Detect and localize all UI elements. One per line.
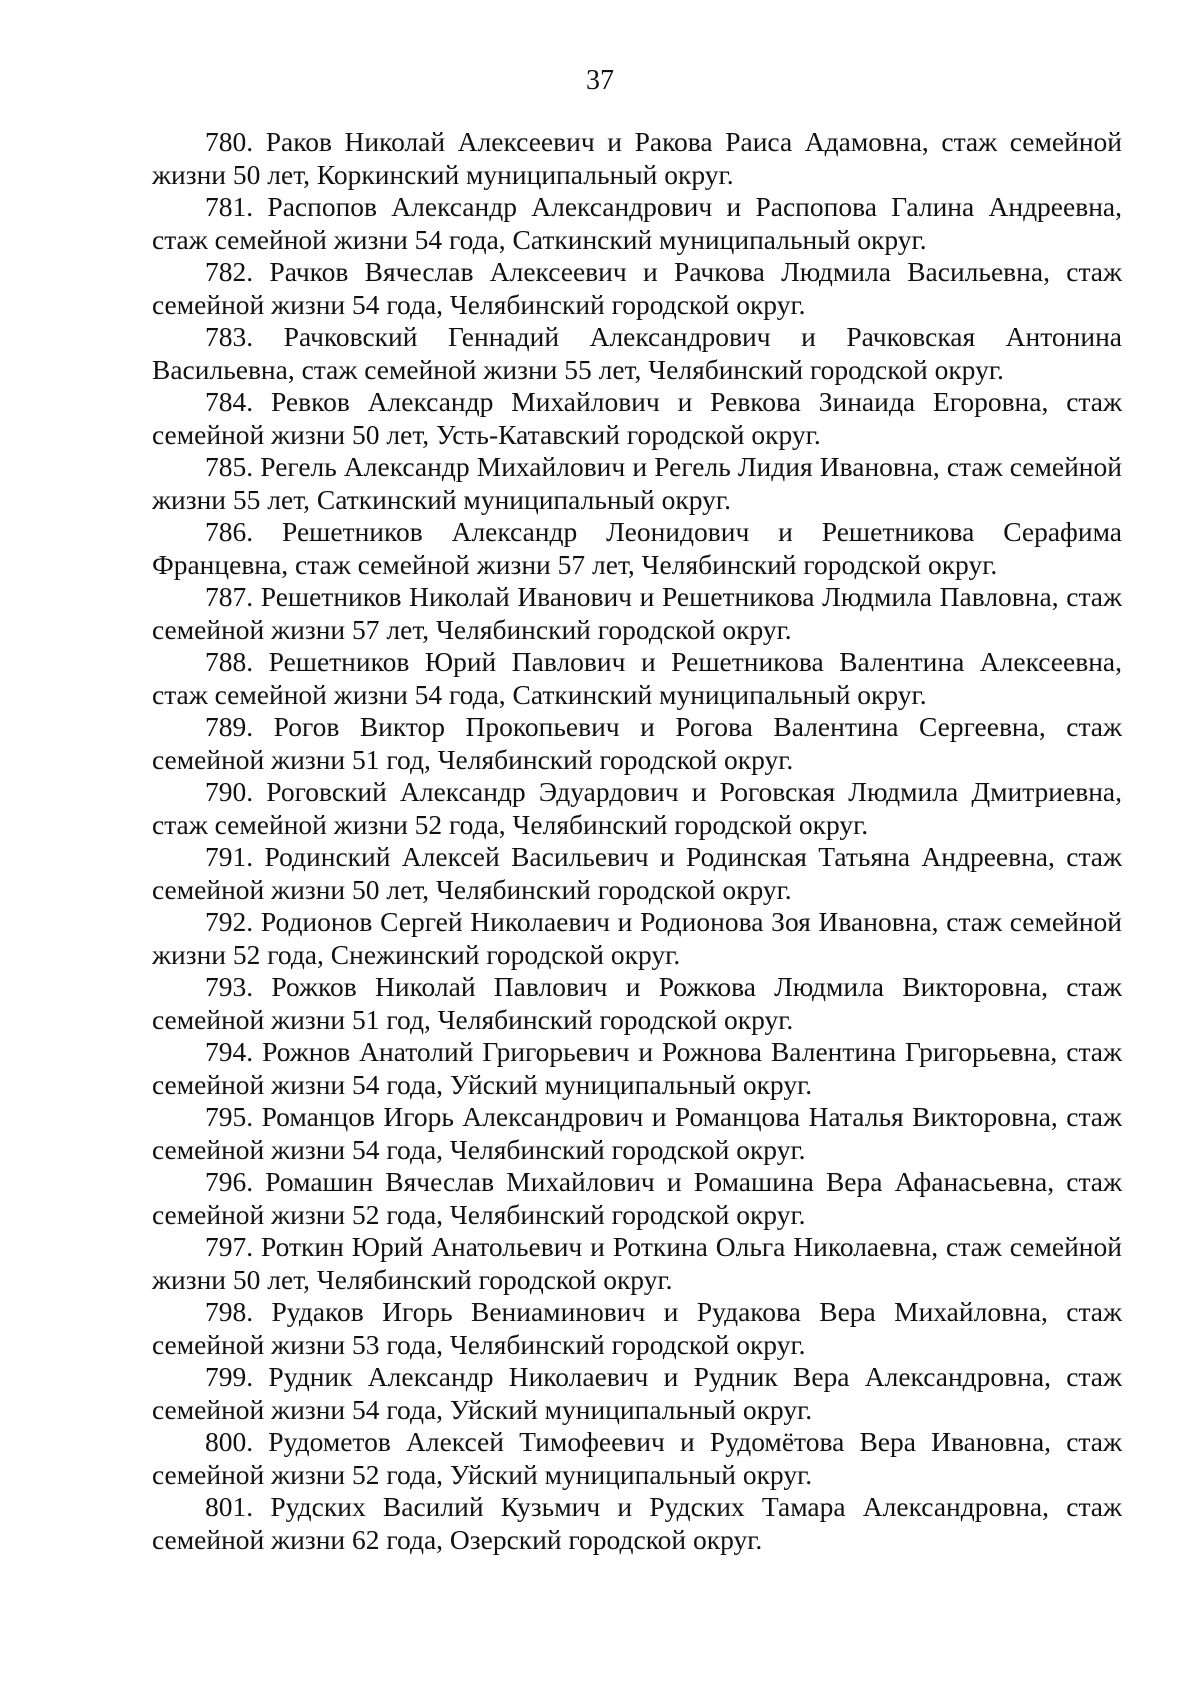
entry-number: 801.: [205, 1491, 254, 1522]
list-item: [152, 386, 1122, 451]
entry-number: 791.: [205, 841, 254, 872]
list-item: [152, 321, 1122, 386]
entry-text: Роткин Юрий Анатольевич и Роткина Ольга Николаевна, стаж семейной жизни 50 лет, Челябинский городской округ.: [152, 1231, 1122, 1295]
entry-number: 782.: [205, 256, 254, 287]
entry-number: 796.: [205, 1166, 254, 1197]
entry-text: Ромашин Вячеслав Михайлович и Ромашина Вера Афанасьевна, стаж семейной жизни 52 года, Челябинский городской округ.: [152, 1166, 1123, 1230]
entry-text: Регель Александр Михайлович и Регель Лидия Ивановна, стаж семейной жизни 55 лет, Саткинский муниципальный округ.: [152, 451, 1122, 515]
entry-text: Рачков Вячеслав Алексеевич и Рачкова Людмила Васильевна, стаж семейной жизни 54 года, Челябинский городской округ.: [152, 256, 1122, 320]
entry-text: Рудских Василий Кузьмич и Рудских Тамара Александровна, стаж семейной жизни 62 года, Озерский городской округ.: [152, 1491, 1123, 1555]
list-item: [152, 256, 1122, 321]
entry-text: Романцов Игорь Александрович и Романцова Наталья Викторовна, стаж семейной жизни 54 года, Челябинский городской округ.: [152, 1101, 1123, 1165]
entry-number: 788.: [205, 646, 254, 677]
entry-number: 789.: [205, 711, 254, 742]
list-item: [152, 906, 1122, 971]
entry-text: Родинский Алексей Васильевич и Родинская Татьяна Андреевна, стаж семейной жизни 50 лет, Челябинский городской округ.: [152, 841, 1122, 905]
list-item: [152, 581, 1122, 646]
entry-number: 792.: [205, 906, 254, 937]
entry-text: Ревков Александр Михайлович и Ревкова Зинаида Егоровна, стаж семейной жизни 50 лет, Усть-Катавский городской округ.: [152, 386, 1122, 450]
entry-number: 797.: [205, 1231, 254, 1262]
list-item: [152, 1426, 1122, 1491]
entry-number: 784.: [205, 386, 254, 417]
entry-text: Рожков Николай Павлович и Рожкова Людмила Викторовна, стаж семейной жизни 51 год, Челябинский городской округ.: [152, 971, 1122, 1035]
entry-text: Роговский Александр Эдуардович и Роговская Людмила Дмитриевна, стаж семейной жизни 52 года, Челябинский городской округ.: [152, 776, 1123, 840]
list-item: [152, 191, 1122, 256]
entry-text: Рогов Виктор Прокопьевич и Рогова Валентина Сергеевна, стаж семейной жизни 51 год, Челябинский городской округ.: [152, 711, 1123, 775]
entry-number: 786.: [205, 516, 254, 547]
entry-number: 799.: [205, 1361, 254, 1392]
entry-list: [152, 126, 1122, 1556]
list-item: [152, 1166, 1122, 1231]
list-item: [152, 971, 1122, 1036]
list-item: [152, 1101, 1122, 1166]
entry-number: 783.: [205, 321, 254, 352]
entry-number: 790.: [205, 776, 254, 807]
list-item: [152, 1491, 1122, 1556]
entry-text: Рудаков Игорь Вениаминович и Рудакова Вера Михайловна, стаж семейной жизни 53 года, Челябинский городской округ.: [152, 1296, 1123, 1360]
entry-number: 785.: [205, 451, 254, 482]
list-item: [152, 126, 1122, 191]
entry-text: Рудометов Алексей Тимофеевич и Рудомётова Вера Ивановна, стаж семейной жизни 52 года, Уйский муниципальный округ.: [152, 1426, 1122, 1490]
list-item: [152, 841, 1122, 906]
entry-number: 795.: [205, 1101, 254, 1132]
entry-number: 781.: [205, 191, 254, 222]
list-item: [152, 1231, 1122, 1296]
list-item: [152, 711, 1122, 776]
entry-text: Распопов Александр Александрович и Распопова Галина Андреевна, стаж семейной жизни 54 года, Саткинский муниципальный округ.: [152, 191, 1123, 255]
list-item: [152, 1036, 1122, 1101]
entry-text: Решетников Юрий Павлович и Решетникова Валентина Алексеевна, стаж семейной жизни 54 года, Саткинский муниципальный округ.: [152, 646, 1122, 710]
entry-number: 780.: [205, 126, 254, 157]
entry-text: Решетников Николай Иванович и Решетникова Людмила Павловна, стаж семейной жизни 57 лет, Челябинский городской округ.: [152, 581, 1122, 645]
entry-number: 798.: [205, 1296, 254, 1327]
entry-number: 787.: [205, 581, 254, 612]
entry-text: Решетников Александр Леонидович и Решетникова Серафима Францевна, стаж семейной жизни 57 лет, Челябинский городской округ.: [152, 516, 1122, 580]
list-item: [152, 516, 1122, 581]
entry-text: Раков Николай Алексеевич и Ракова Раиса Адамовна, стаж семейной жизни 50 лет, Коркинский муниципальный округ.: [152, 126, 1122, 190]
entry-text: Рудник Александр Николаевич и Рудник Вера Александровна, стаж семейной жизни 54 года, Уйский муниципальный округ.: [152, 1361, 1122, 1425]
list-item: [152, 1361, 1122, 1426]
page-number: 37: [586, 65, 614, 96]
list-item: [152, 646, 1122, 711]
entry-number: 794.: [205, 1036, 254, 1067]
entry-text: Родионов Сергей Николаевич и Родионова Зоя Ивановна, стаж семейной жизни 52 года, Снежинский городской округ.: [152, 906, 1122, 970]
entry-number: 800.: [205, 1426, 254, 1457]
entry-text: Рачковский Геннадий Александрович и Рачковская Антонина Васильевна, стаж семейной жизни 55 лет, Челябинский городской округ.: [152, 321, 1123, 385]
list-item: [152, 451, 1122, 516]
list-item: [152, 1296, 1122, 1361]
entry-number: 793.: [205, 971, 254, 1002]
entry-text: Рожнов Анатолий Григорьевич и Рожнова Валентина Григорьевна, стаж семейной жизни 54 года, Уйский муниципальный округ.: [152, 1036, 1122, 1100]
list-item: [152, 776, 1122, 841]
